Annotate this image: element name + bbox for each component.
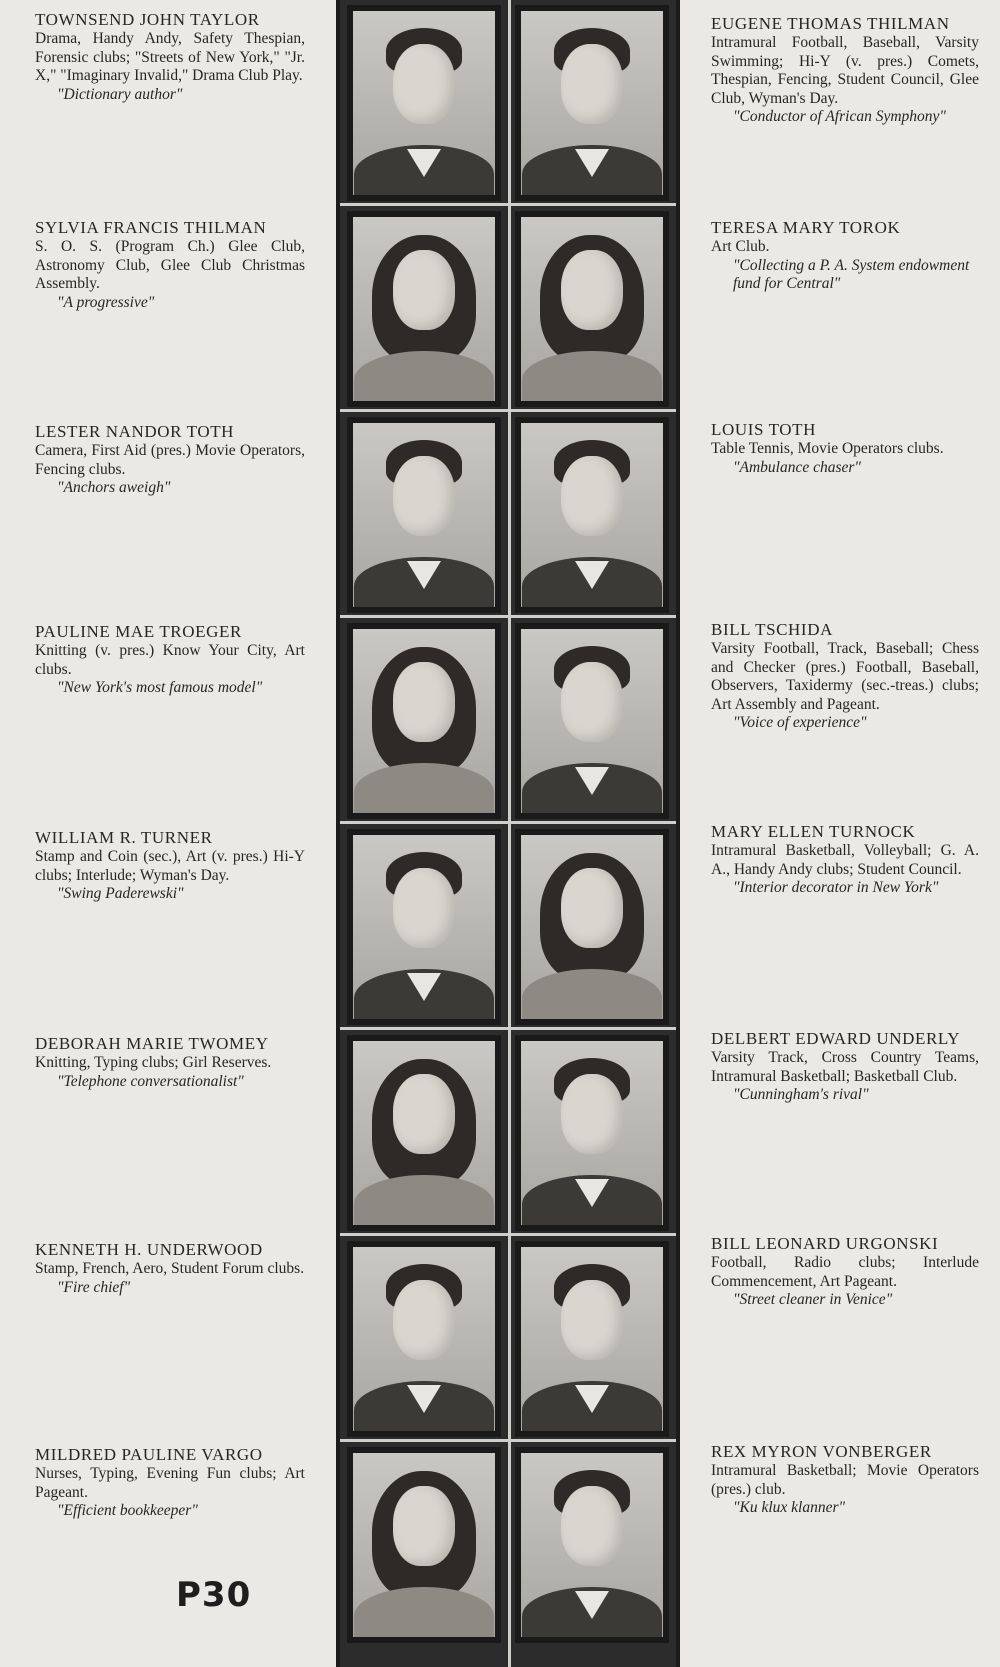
portrait-photo-mildred-vargo xyxy=(347,1447,501,1643)
student-name: SYLVIA FRANCIS THILMAN xyxy=(35,218,267,237)
row-divider xyxy=(340,409,676,412)
student-entry xyxy=(35,622,305,698)
student-quote: "Fire chief" xyxy=(57,1278,131,1296)
student-entry xyxy=(35,422,305,498)
strip-border-right xyxy=(676,0,680,1667)
student-entry xyxy=(35,828,305,904)
row-divider xyxy=(340,1439,676,1442)
student-activities: S. O. S. (Program Ch.) Glee Club, Astronomy Club, Glee Club Christmas Assembly. xyxy=(35,238,305,292)
page-number: P30 xyxy=(176,1575,252,1615)
student-name: PAULINE MAE TROEGER xyxy=(35,622,242,641)
student-name: LESTER NANDOR TOTH xyxy=(35,422,235,441)
row-divider xyxy=(340,615,676,618)
student-activities: Varsity Football, Track, Baseball; Chess and Checker (pres.) Football, Baseball, Observers, Taxidermy (sec.-treas.) clubs; Art Assembly and Pageant. xyxy=(711,640,979,713)
portrait-photo-townsend-taylor xyxy=(347,5,501,201)
portrait-photo-pauline-troeger xyxy=(347,623,501,819)
row-divider xyxy=(340,1233,676,1236)
student-entry xyxy=(711,218,979,294)
student-activities: Art Club. xyxy=(711,238,770,255)
student-quote: "Conductor of African Symphony" xyxy=(733,108,946,125)
student-quote: "Swing Paderewski" xyxy=(57,885,184,902)
student-name: BILL LEONARD URGONSKI xyxy=(711,1234,939,1253)
student-activities: Football, Radio clubs; Interlude Commencement, Art Pageant. xyxy=(711,1254,979,1290)
student-name: KENNETH H. UNDERWOOD xyxy=(35,1240,263,1259)
student-activities: Drama, Handy Andy, Safety Thespian, Forensic clubs; "Streets of New York," "Jr. X," "Imaginary Invalid," Drama Club Play. xyxy=(35,30,305,84)
student-activities: Table Tennis, Movie Operators clubs. xyxy=(711,440,944,457)
portrait-photo-lester-toth xyxy=(347,417,501,613)
student-activities: Nurses, Typing, Evening Fun clubs; Art Pageant. xyxy=(35,1465,305,1501)
student-quote: "Interior decorator in New York" xyxy=(733,879,939,896)
student-activities: Knitting, Typing clubs; Girl Reserves. xyxy=(35,1054,272,1071)
student-name: WILLIAM R. TURNER xyxy=(35,828,213,847)
row-divider xyxy=(340,1027,676,1030)
portrait-photo-william-turner xyxy=(347,829,501,1025)
portrait-photo-teresa-torok xyxy=(515,211,669,407)
student-quote: "Ambulance chaser" xyxy=(733,458,861,476)
strip-center-divider xyxy=(508,0,511,1667)
portrait-photo-bill-tschida xyxy=(515,623,669,819)
portrait-photo-rex-vonberger xyxy=(515,1447,669,1643)
student-entry xyxy=(35,1240,305,1297)
student-name: MARY ELLEN TURNOCK xyxy=(711,822,916,841)
student-name: DEBORAH MARIE TWOMEY xyxy=(35,1034,269,1053)
row-divider xyxy=(340,821,676,824)
student-entry xyxy=(35,1034,305,1091)
student-activities: Knitting (v. pres.) Know Your City, Art clubs. xyxy=(35,642,305,678)
strip-border-left xyxy=(336,0,340,1667)
student-entry xyxy=(711,822,979,898)
student-name: MILDRED PAULINE VARGO xyxy=(35,1445,263,1464)
portrait-photo-delbert-underly xyxy=(515,1035,669,1231)
student-activities: Camera, First Aid (pres.) Movie Operators, Fencing clubs. xyxy=(35,442,305,478)
student-entry xyxy=(35,10,305,104)
student-quote: "New York's most famous model" xyxy=(57,679,263,696)
student-name: REX MYRON VONBERGER xyxy=(711,1442,932,1461)
student-activities: Stamp and Coin (sec.), Art (v. pres.) Hi-Y clubs; Interlude; Wyman's Day. xyxy=(35,848,305,884)
student-quote: "Telephone conversationalist" xyxy=(57,1072,244,1090)
student-name: TOWNSEND JOHN TAYLOR xyxy=(35,10,260,29)
student-name: TERESA MARY TOROK xyxy=(711,218,901,237)
student-entry xyxy=(711,1442,979,1518)
student-entry xyxy=(711,14,979,127)
portrait-photo-deborah-twomey xyxy=(347,1035,501,1231)
student-entry xyxy=(35,1445,305,1521)
student-entry xyxy=(35,218,305,312)
student-name: EUGENE THOMAS THILMAN xyxy=(711,14,950,33)
student-entry xyxy=(711,1029,979,1105)
student-activities: Intramural Basketball, Volleyball; G. A. A., Handy Andy clubs; Student Council. xyxy=(711,842,979,878)
student-quote: "Cunningham's rival" xyxy=(733,1086,869,1103)
row-divider xyxy=(340,203,676,206)
portrait-photo-mary-turnock xyxy=(515,829,669,1025)
student-quote: "Voice of experience" xyxy=(733,714,867,731)
student-quote: "Anchors aweigh" xyxy=(57,479,171,496)
student-entry xyxy=(711,420,979,477)
student-name: LOUIS TOTH xyxy=(711,420,817,439)
student-activities: Stamp, French, Aero, Student Forum clubs. xyxy=(35,1260,305,1277)
student-quote: "A progressive" xyxy=(57,293,155,311)
student-quote: "Ku klux klanner" xyxy=(733,1499,846,1516)
student-quote: "Collecting a P. A. System endowment fund for Central" xyxy=(733,256,970,292)
student-activities: Intramural Football, Baseball, Varsity Swimming; Hi-Y (v. pres.) Comets, Thespian, Fencing, Student Council, Glee Club, Wyman's Day. xyxy=(711,34,979,107)
student-name: BILL TSCHIDA xyxy=(711,620,833,639)
student-activities: Varsity Track, Cross Country Teams, Intramural Basketball; Basketball Club. xyxy=(711,1049,979,1085)
portrait-photo-eugene-thilman xyxy=(515,5,669,201)
portrait-photo-sylvia-thilman xyxy=(347,211,501,407)
student-quote: "Efficient bookkeeper" xyxy=(57,1502,198,1519)
student-quote: "Dictionary author" xyxy=(57,85,183,103)
student-name: DELBERT EDWARD UNDERLY xyxy=(711,1029,961,1048)
portrait-photo-bill-urgonski xyxy=(515,1241,669,1437)
student-entry xyxy=(711,620,979,733)
student-activities: Intramural Basketball; Movie Operators (pres.) club. xyxy=(711,1462,979,1498)
student-quote: "Street cleaner in Venice" xyxy=(733,1291,893,1308)
portrait-photo-kenneth-underwood xyxy=(347,1241,501,1437)
portrait-photo-louis-toth xyxy=(515,417,669,613)
student-entry xyxy=(711,1234,979,1310)
